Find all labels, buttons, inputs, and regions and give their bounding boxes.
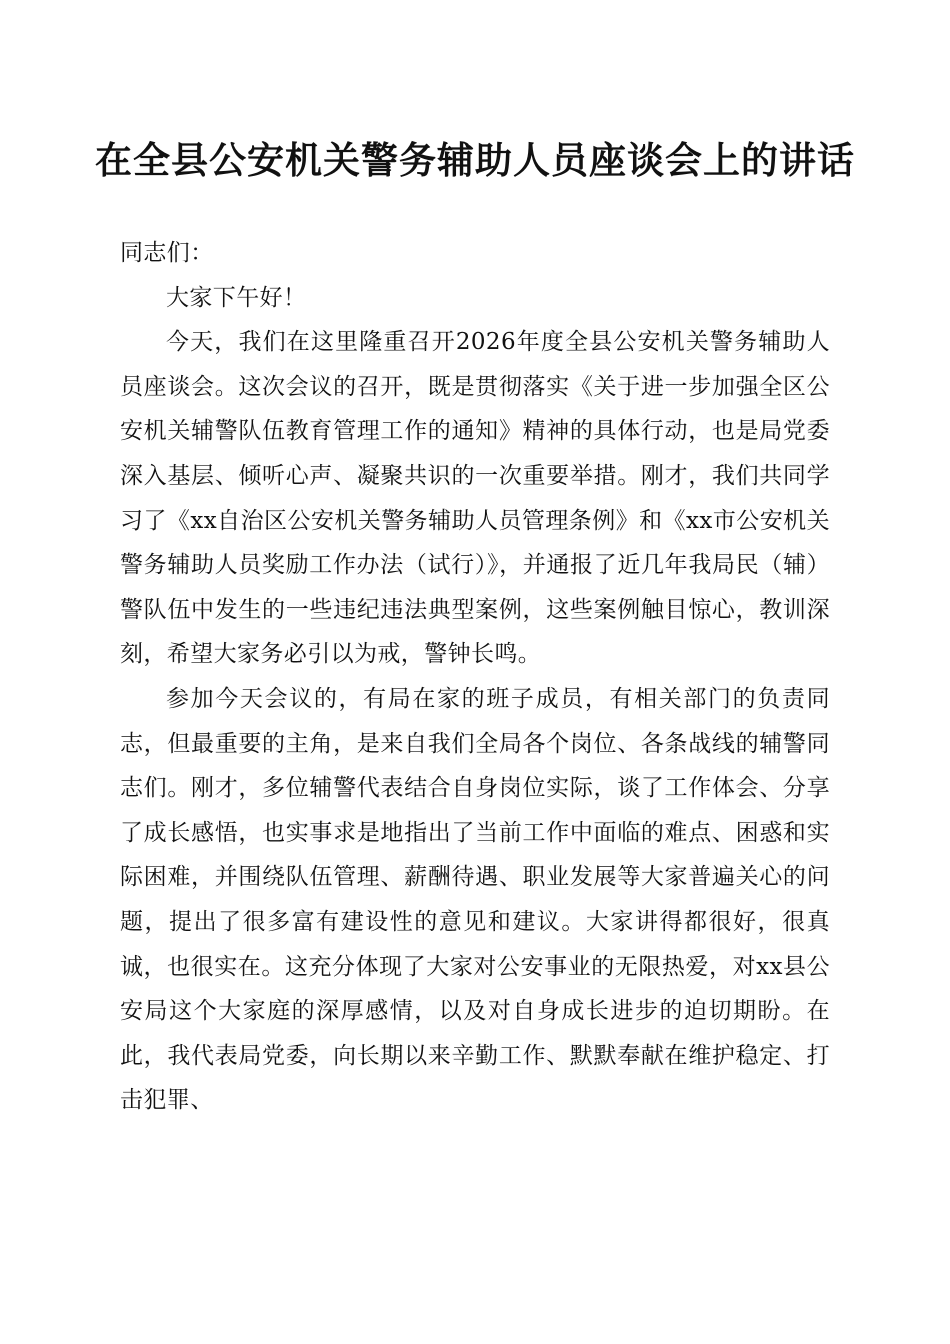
document-body bbox=[120, 231, 830, 1123]
document-title: 在全县公安机关警务辅助人员座谈会上的讲话 bbox=[95, 138, 855, 182]
paragraph-opening: 今天，我们在这里隆重召开2026年度全县公安机关警务辅助人员座谈会。这次会议的召开，既是贯彻落实《关于进一步加强全区公安机关辅警队伍教育管理工作的通知》精神的具体行动，也是局党委深入基层、倾听心声、凝聚共识的一次重要举措。刚才，我们共同学习了《xx自治区公安机关警务辅助人员管理条例》和《xx市公安机关警务辅助人员奖励工作办法（试行）》，并通报了近几年我局民（辅）警队伍中发生的一些违纪违法典型案例，这些案例触目惊心，教训深刻，希望大家务必引以为戒，警钟长鸣。 bbox=[120, 329, 830, 668]
paragraph-participants: 参加今天会议的，有局在家的班子成员，有相关部门的负责同志，但最重要的主角，是来自我们全局各个岗位、各条战线的辅警同志们。刚才，多位辅警代表结合自身岗位实际，谈了工作体会、分享了成长感悟，也实事求是地指出了当前工作中面临的难点、困惑和实际困难，并围绕队伍管理、薪酬待遇、职业发展等大家普遍关心的问题，提出了很多富有建设性的意见和建议。大家讲得都很好，很真诚，也很实在。这充分体现了大家对公安事业的无限热爱，对xx县公安局这个大家庭的深厚感情，以及对自身成长进步的迫切期盼。在此，我代表局党委，向长期以来辛勤工作、默默奉献在维护稳定、打击犯罪、 bbox=[120, 685, 830, 1114]
paragraph-greeting: 大家下午好！ bbox=[166, 284, 307, 311]
salutation: 同志们： bbox=[120, 240, 214, 266]
